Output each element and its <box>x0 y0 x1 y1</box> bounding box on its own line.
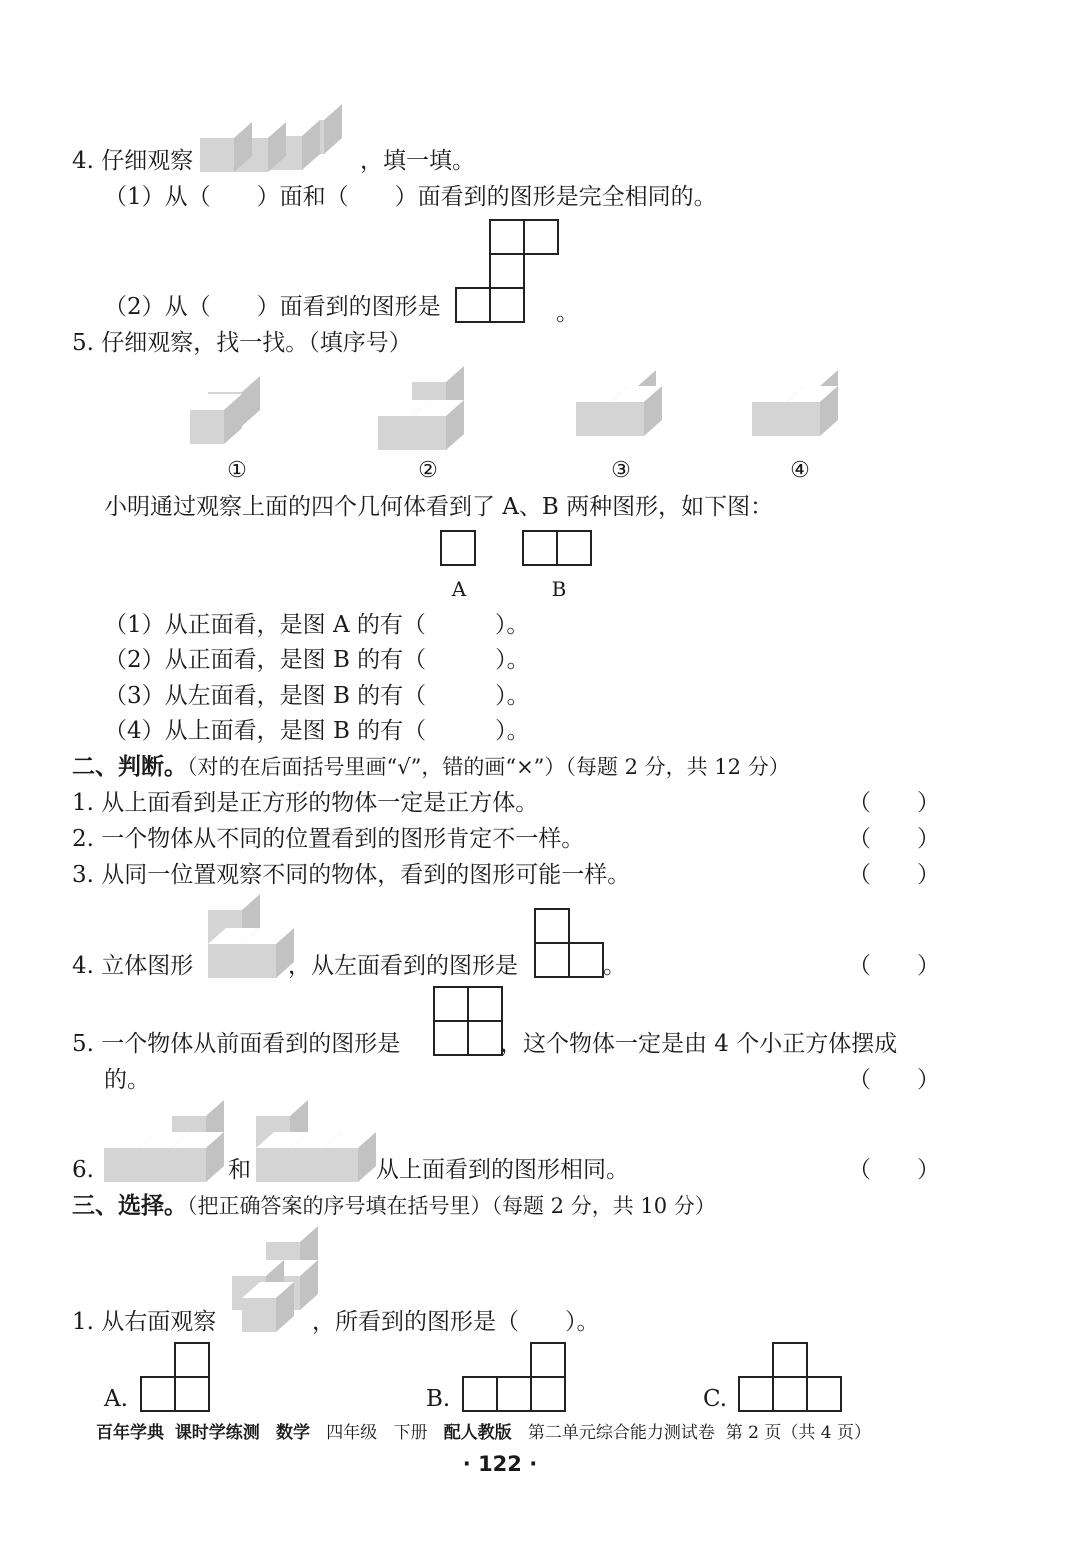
judge-item-6-solid-b <box>256 1100 376 1184</box>
judge-item-6-mid: 和 <box>228 1157 251 1183</box>
q5-label-2: ② <box>418 458 438 483</box>
judge-item-5-cont: 的。 <box>104 1067 150 1093</box>
q4-sub2: （2）从（ ）面看到的图形是 <box>104 294 441 320</box>
section2-heading-line <box>72 752 790 782</box>
judge-item-4-start: 4. 立体图形 <box>72 953 194 979</box>
page-number: · 122 · <box>462 1452 538 1476</box>
q5-solid-2 <box>378 366 468 450</box>
judge-item-2: 2. 一个物体从不同的位置看到的图形肯定不一样。 <box>72 826 585 852</box>
footer-volume: 下册 <box>393 1423 428 1443</box>
q4-sub2-end: 。 <box>556 300 579 326</box>
judge-item-3: 3. 从同一位置观察不同的物体，看到的图形可能一样。 <box>72 862 631 888</box>
choice-option-b-label: B. <box>426 1386 451 1412</box>
judge-answer-3[interactable]: （ ） <box>848 862 940 888</box>
choice-item-1-start: 1. 从右面观察 <box>72 1309 217 1335</box>
q5-label-4: ④ <box>790 458 810 483</box>
choice-option-a-figure[interactable] <box>140 1342 210 1412</box>
judge-item-5-view <box>433 986 503 1056</box>
footer-grade: 四年级 <box>326 1423 378 1443</box>
choice-item-1-end: ，所看到的图形是（ ）。 <box>312 1309 600 1335</box>
section3-heading-line <box>72 1191 716 1221</box>
q5-intro: 小明通过观察上面的四个几何体看到了 A、B 两种图形，如下图： <box>104 494 774 520</box>
q4-prompt-start: 4. 仔细观察 <box>72 148 194 174</box>
section3-heading: 三、选择。 <box>72 1193 187 1219</box>
section2-instruction: （对的在后面括号里画“√”，错的画“×”）（每题 2 分，共 12 分） <box>187 755 790 779</box>
section2-heading: 二、判断。 <box>72 754 187 780</box>
q5-solid-4 <box>752 386 852 450</box>
q4-solid-figure <box>200 100 340 175</box>
q4-prompt-end: ，填一填。 <box>360 148 475 174</box>
q4-sub1: （1）从（ ）面和（ ）面看到的图形是完全相同的。 <box>104 184 717 210</box>
judge-item-6-solid-a <box>104 1100 224 1184</box>
judge-item-4-mid: ，从左面看到的图形是 <box>288 953 518 979</box>
footer-brand-1: 百年学典 <box>96 1423 164 1443</box>
q5-shape-a-label: A <box>451 577 467 601</box>
judge-item-4-end: 。 <box>603 953 626 979</box>
q5-solid-1 <box>190 376 270 448</box>
choice-option-c-label: C. <box>703 1386 728 1412</box>
footer-brand-2: 课时学练测 <box>174 1423 260 1443</box>
q5-sub4: （4）从上面看，是图 B 的有（ ）。 <box>104 718 530 744</box>
footer-page-info: 第 2 页（共 4 页） <box>725 1423 871 1443</box>
q5-sub1: （1）从正面看，是图 A 的有（ ）。 <box>104 612 530 638</box>
judge-item-6-end: 从上面看到的图形相同。 <box>376 1157 629 1183</box>
judge-answer-2[interactable]: （ ） <box>848 826 940 852</box>
judge-item-5-end: ，这个物体一定是由 4 个小正方体摆成 <box>500 1031 898 1057</box>
q4-view-figure <box>456 218 560 322</box>
judge-item-4-view <box>534 908 604 978</box>
q5-sub3: （3）从左面看，是图 B 的有（ ）。 <box>104 683 530 709</box>
section3-instruction: （把正确答案的序号填在括号里）（每题 2 分，共 10 分） <box>187 1194 716 1218</box>
footer-edition: 配人教版 <box>443 1423 512 1443</box>
q5-label-1: ① <box>227 458 247 483</box>
footer-subject: 数学 <box>276 1423 311 1443</box>
choice-option-b-figure[interactable] <box>462 1342 566 1412</box>
footer-test-name: 第二单元综合能力测试卷 <box>527 1423 715 1443</box>
judge-answer-4[interactable]: （ ） <box>848 953 940 979</box>
q5-solid-3 <box>576 386 666 450</box>
q5-title: 5. 仔细观察，找一找。（填序号） <box>72 330 412 356</box>
page-footer <box>96 1420 871 1446</box>
choice-option-c-figure[interactable] <box>738 1342 842 1412</box>
judge-item-4-solid <box>208 896 298 978</box>
judge-answer-1[interactable]: （ ） <box>848 790 940 816</box>
q5-label-3: ③ <box>611 458 631 483</box>
judge-item-6-start: 6. <box>72 1157 94 1183</box>
judge-answer-5[interactable]: （ ） <box>848 1067 940 1093</box>
q5-shape-b <box>522 530 592 566</box>
q5-sub2: （2）从正面看，是图 B 的有（ ）。 <box>104 647 530 673</box>
choice-option-a-label: A. <box>104 1386 128 1412</box>
q5-shape-b-label: B <box>551 577 567 601</box>
judge-answer-6[interactable]: （ ） <box>848 1157 940 1183</box>
q5-shape-a <box>440 530 476 566</box>
judge-item-1: 1. 从上面看到是正方形的物体一定是正方体。 <box>72 790 539 816</box>
judge-item-5-start: 5. 一个物体从前面看到的图形是 <box>72 1031 401 1057</box>
